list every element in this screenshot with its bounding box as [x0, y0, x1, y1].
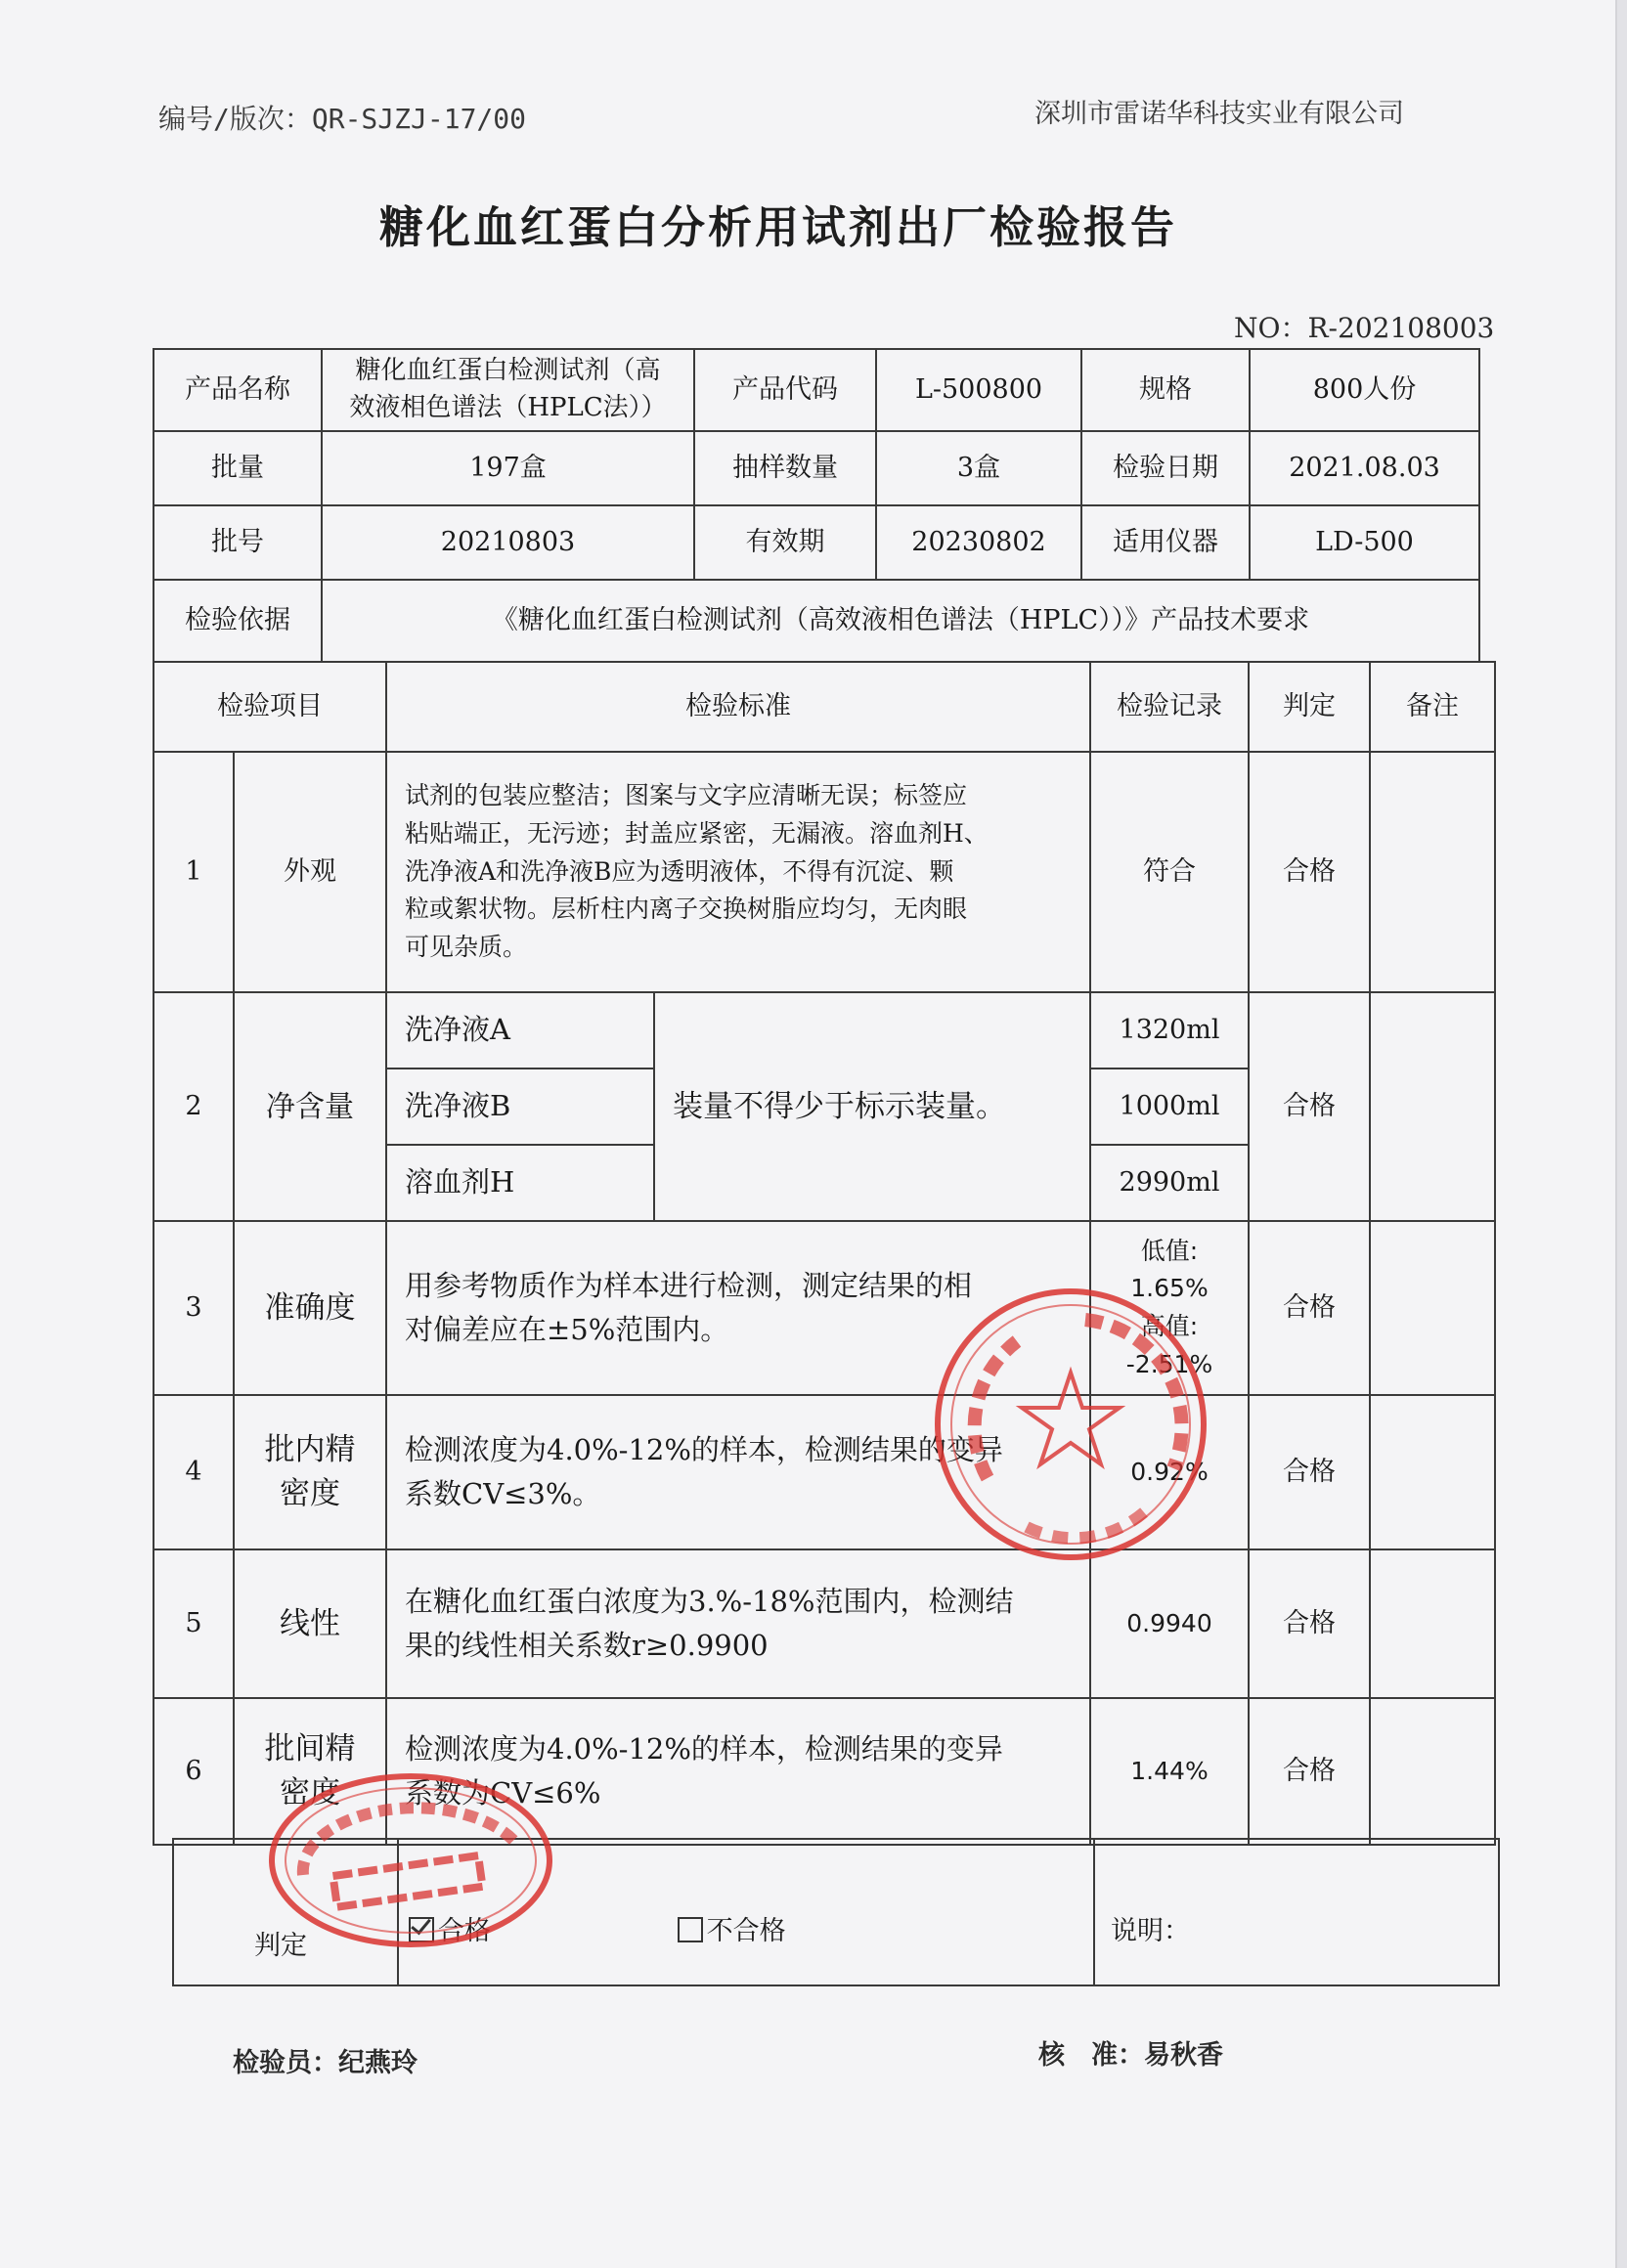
item-standard: 检测浓度为4.0%-12%的样本，检测结果的变异 系数CV≤3%。	[386, 1395, 1090, 1549]
subitem-record: 1320ml	[1090, 992, 1249, 1069]
product-code-value: L-500800	[876, 349, 1081, 431]
product-name-label: 产品名称	[154, 349, 322, 431]
expiry-value: 20230802	[876, 505, 1081, 580]
item-remark	[1370, 752, 1495, 992]
item-record: 0.92%	[1090, 1395, 1249, 1549]
item-judgment: 合格	[1249, 1221, 1370, 1395]
company-name: 深圳市雷诺华科技实业有限公司	[1034, 99, 1404, 129]
conclusion-label: 判定	[173, 1839, 398, 1985]
approver: 核 准：易秋香	[1038, 2040, 1223, 2071]
item-standard: 用参考物质作为样本进行检测，测定结果的相 对偏差应在±5%范围内。	[386, 1221, 1090, 1395]
document-number: 编号/版次：QR-SJZJ-17/00	[158, 103, 527, 135]
table-row	[154, 1221, 1495, 1395]
subitem-record: 1000ml	[1090, 1069, 1249, 1145]
item-standard: 试剂的包装应整洁；图案与文字应清晰无误；标签应 粘贴端正，无污迹；封盖应紧密，无漏液。溶血剂H、 洗净液A和洗净液B应为透明液体，不得有沉淀、颗 粒或絮状物。层析柱内离子交换树脂应均匀，无肉眼 可见杂质。	[386, 752, 1090, 992]
batch-qty-value: 197盒	[322, 431, 694, 505]
scan-edge	[1615, 0, 1627, 2268]
subitem-name: 溶血剂H	[386, 1145, 654, 1221]
item-remark	[1370, 1395, 1495, 1549]
fail-option[interactable]	[678, 1916, 786, 1946]
item-name: 批间精 密度	[234, 1698, 386, 1845]
col-record-header: 检验记录	[1090, 662, 1249, 752]
item-judgment: 合格	[1249, 752, 1370, 992]
item-remark	[1370, 1698, 1495, 1845]
item-number: 2	[154, 992, 234, 1221]
spec-value: 800人份	[1250, 349, 1479, 431]
table-row	[154, 1549, 1495, 1698]
table-row	[154, 1395, 1495, 1549]
item-standard: 在糖化血红蛋白浓度为3.%-18%范围内，检测结 果的线性相关系数r≥0.9900	[386, 1549, 1090, 1698]
item-remark	[1370, 992, 1495, 1221]
item-number: 5	[154, 1549, 234, 1698]
inspector: 检验员：纪燕玲	[233, 2048, 418, 2078]
seal-round-1	[929, 1283, 1212, 1566]
item-judgment: 合格	[1249, 992, 1370, 1221]
item-record: 符合	[1090, 752, 1249, 992]
test-date-value: 2021.08.03	[1250, 431, 1479, 505]
product-info-table	[153, 348, 1480, 663]
item-record: 低值: 1.65% 高值: -2.51%	[1090, 1221, 1249, 1395]
lot-label: 批号	[154, 505, 322, 580]
item-record: 0.9940	[1090, 1549, 1249, 1698]
subitem-record: 2990ml	[1090, 1145, 1249, 1221]
pass-label: 合格	[438, 1916, 491, 1947]
item-number: 1	[154, 752, 234, 992]
seal-round-2	[264, 1767, 557, 1953]
item-remark	[1370, 1549, 1495, 1698]
expiry-label: 有效期	[694, 505, 876, 580]
item-number: 4	[154, 1395, 234, 1549]
fail-label: 不合格	[706, 1916, 786, 1947]
item-name: 外观	[234, 752, 386, 992]
item-name: 准确度	[234, 1221, 386, 1395]
instrument-label: 适用仪器	[1081, 505, 1250, 580]
basis-value: 《糖化血红蛋白检测试剂（高效液相色谱法（HPLC））》产品技术要求	[322, 580, 1479, 662]
note-label: 说明：	[1094, 1839, 1499, 1985]
subitem-name: 洗净液B	[386, 1069, 654, 1145]
report-title: 糖化血红蛋白分析用试剂出厂检验报告	[379, 201, 1178, 253]
item-judgment: 合格	[1249, 1698, 1370, 1845]
fail-checkbox[interactable]	[678, 1917, 703, 1942]
table-row	[154, 992, 1495, 1069]
col-item-header: 检验项目	[154, 662, 386, 752]
basis-label: 检验依据	[154, 580, 322, 662]
col-judgment-header: 判定	[1249, 662, 1370, 752]
product-name-value: 糖化血红蛋白检测试剂（高 效液相色谱法（HPLC法））	[322, 349, 694, 431]
item-judgment: 合格	[1249, 1395, 1370, 1549]
col-standard-header: 检验标准	[386, 662, 1090, 752]
spec-label: 规格	[1081, 349, 1250, 431]
item-record: 1.44%	[1090, 1698, 1249, 1845]
item-standard: 装量不得少于标示装量。	[654, 992, 1090, 1221]
item-remark	[1370, 1221, 1495, 1395]
report-number: NO：R-202108003	[1234, 312, 1495, 344]
batch-qty-label: 批量	[154, 431, 322, 505]
subitem-name: 洗净液A	[386, 992, 654, 1069]
item-number: 3	[154, 1221, 234, 1395]
lot-value: 20210803	[322, 505, 694, 580]
test-date-label: 检验日期	[1081, 431, 1250, 505]
item-number: 6	[154, 1698, 234, 1845]
table-row	[154, 752, 1495, 992]
item-name: 线性	[234, 1549, 386, 1698]
instrument-value: LD-500	[1250, 505, 1479, 580]
inspection-items-table	[153, 661, 1496, 1846]
sample-qty-value: 3盒	[876, 431, 1081, 505]
product-code-label: 产品代码	[694, 349, 876, 431]
item-judgment: 合格	[1249, 1549, 1370, 1698]
item-standard: 检测浓度为4.0%-12%的样本，检测结果的变异 系数为CV≤6%	[386, 1698, 1090, 1845]
sample-qty-label: 抽样数量	[694, 431, 876, 505]
item-name: 批内精 密度	[234, 1395, 386, 1549]
item-name: 净含量	[234, 992, 386, 1221]
col-remark-header: 备注	[1370, 662, 1495, 752]
